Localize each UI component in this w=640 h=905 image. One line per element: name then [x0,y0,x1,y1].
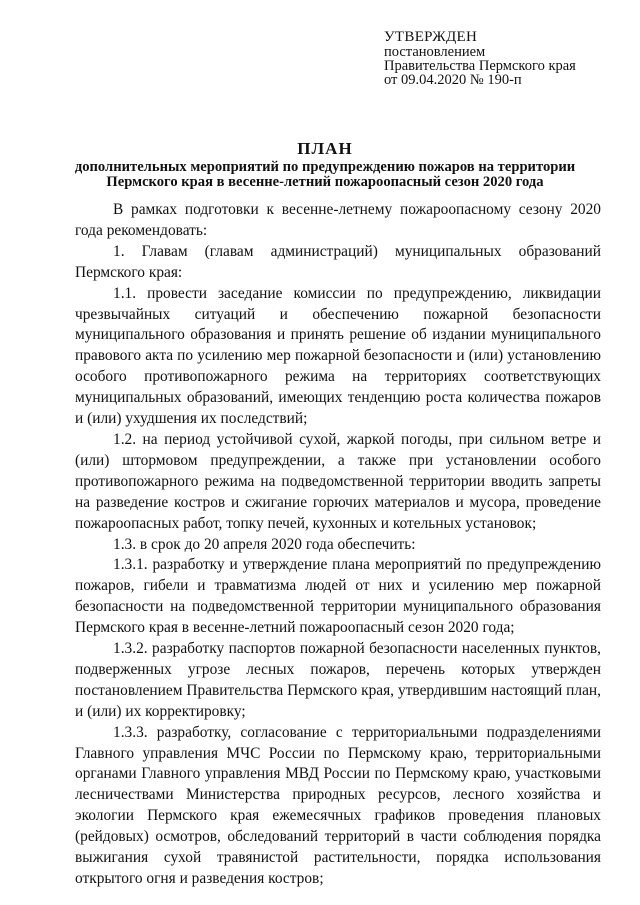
title-subtitle-line: Пермского края в весенне-летний пожароопасный сезон 2020 года [106,174,544,190]
paragraph-1-3-2: 1.3.2. разработку паспортов пожарной безопасности населенных пунктов, подверженных угрозе лесных пожаров, перечень которых утвержден постановлением Правительства Пермского края, утвердившим настоящий план, и (или) их корректировку; [75,640,601,720]
paragraph-1-3-3: 1.3.3. разработку, согласование с территориальными подразделениями Главного управления МЧС России по Пермскому краю, территориальными органами Главного управления МВД России по Пермскому краю, участковыми лесничествами Министерства природных ресурсов, лесного хозяйства и экологии Пермского края ежемесячных графиков проведения плановых (рейдовых) осмотров, обследований территорий в части соблюдения порядка выжигания сухой травянистой растительности, порядка использования открытого огня и разведения костров; [75,723,601,887]
approval-line: постановлением [384,44,486,60]
paragraph-1-1: 1.1. провести заседание комиссии по предупреждению, ликвидации чрезвычайных ситуаций и обеспечению пожарной безопасности муниципального образования и принять решение об издании муниципального правового акта по усилению мер пожарной безопасности и (или) установлению особого противопожарного режима на территориях соответствующих муниципальных образований, имеющих тенденцию роста количества пожаров и (или) ухудшения их последствий; [75,284,601,428]
title-subtitle-line: дополнительных мероприятий по предупреждению пожаров на территории [74,159,576,175]
title-main: ПЛАН [297,139,353,158]
paragraph-1-3-1: 1.3.1. разработку и утверждение плана мероприятий по предупреждению пожаров, гибели и травматизма людей от них и усилению мер пожарной безопасности на подведомственной территории муниципального образования Пермского края в весенне-летний пожароопасный сезон 2020 года; [75,556,601,637]
document-title [60,138,590,190]
document-body [75,200,601,890]
approval-stamp [384,30,576,87]
approval-line: от 09.04.2020 № 190-п [384,72,522,88]
paragraph-1-2: 1.2. на период устойчивой сухой, жаркой погоды, при сильном ветре и (или) штормовом предупреждении, а также при установлении особого противопожарного режима на подведомственной территории вводить запреты на разведение костров и сжигание горючих материалов и мусора, проведение пожароопасных работ, топку печей, кухонных и котельных установок; [75,430,601,532]
paragraph-intro: В рамках подготовки к весенне-летнему пожароопасному сезону 2020 года рекомендовать: [75,201,601,239]
paragraph-1-3: 1.3. в срок до 20 апреля 2020 года обеспечить: [113,535,416,553]
approval-heading: УТВЕРЖДЕН [384,29,478,45]
approval-line: Правительства Пермского края [384,58,576,74]
paragraph-1: 1. Главам (главам администраций) муниципальных образований Пермского края: [75,242,601,281]
